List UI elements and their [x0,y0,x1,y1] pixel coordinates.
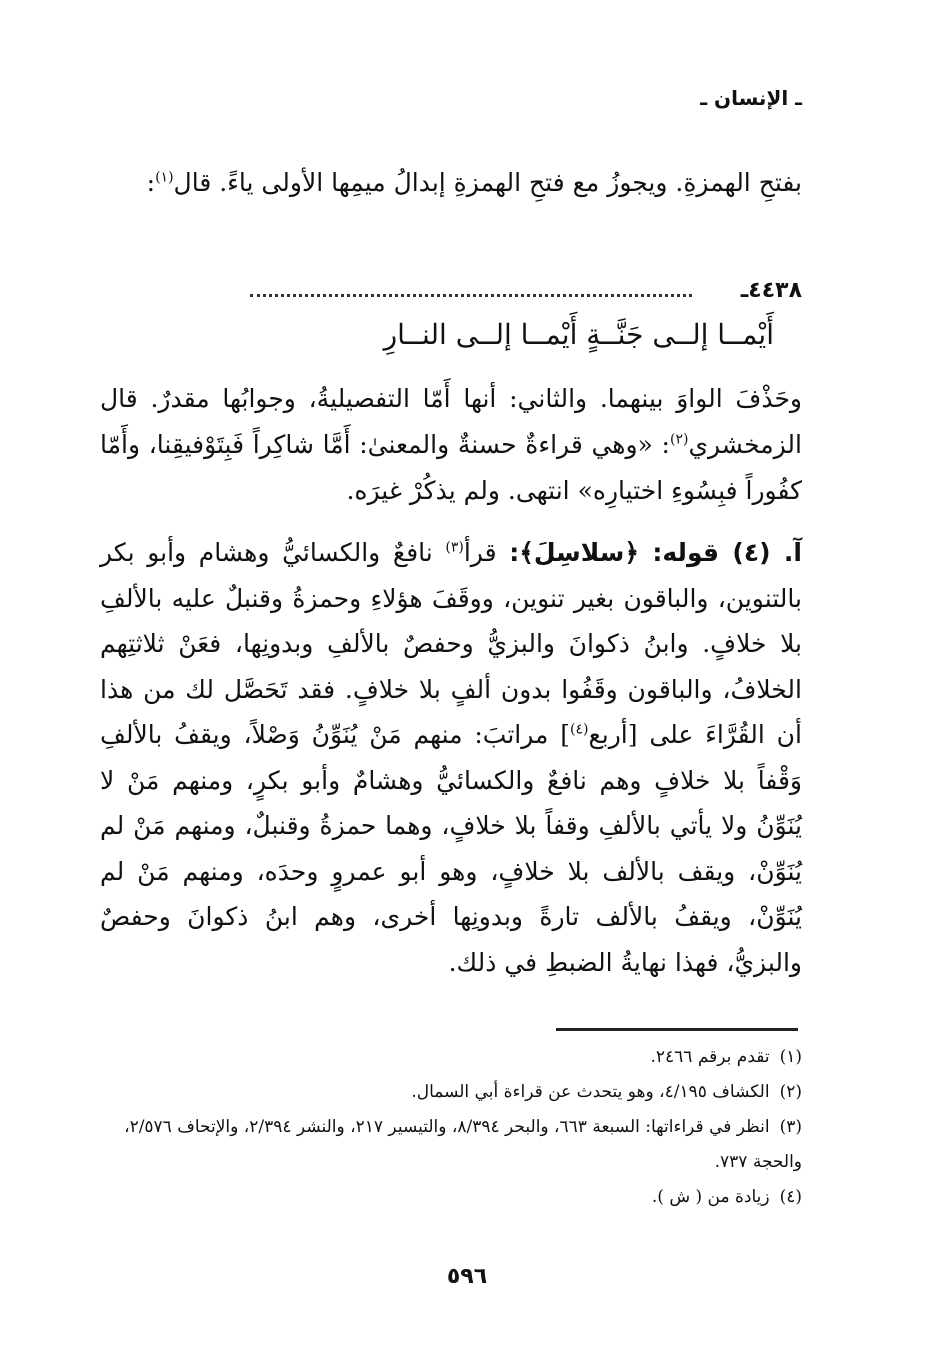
footnotes-list [100,1040,802,1215]
footnote-text: الكشاف ٤/١٩٥، وهو يتحدث عن قراءة أبي السمال. [411,1082,770,1102]
paragraph-3-text-c: ] مراتبَ: منهم مَنْ يُنَوِّنُ وَصْلاً، ويقفُ بالألفِ وَقْفاً بلا خلافٍ وهم نافعٌ والكسائيُّ وهشامٌ وأبو بكرٍ، ومنهم مَنْ لا يُنَوِّنُ ولا يأتي بالألفِ وقفاً بلا خلافٍ، وهما حمزةُ وقنبلٌ، ومنهم مَنْ لم يُنَوِّنْ، ويقف بالألف بلا خلافٍ، وهو أبو عمروٍ وحدَه، ومنهم مَنْ لم يُنَوِّنْ، ويقفُ بالألف تارةً وبدونِها أخرى، وهم ابنُ ذكوانَ وحفصٌ والبزيُّ، فهذا نهايةُ الضبطِ في ذلك. [100,720,802,977]
footnote-text: انظر في قراءاتها: السبعة ٦٦٣، والبحر ٨/٣٩٤، والتيسير ٢١٧، والنشر ٢/٣٩٤، والإتحاف ٢/٥٧٦، والحجة ٧٣٧. [124,1117,802,1172]
verse-number: ٤٤٣٨ـ [740,278,802,303]
footnote-text: تقدم برقم ٢٤٦٦. [650,1047,770,1067]
footnote-text: زيادة من ( ش ). [651,1187,770,1207]
paragraph-3 [100,530,802,985]
footnote-number: (١) [779,1047,802,1067]
footnote-item [100,1040,802,1075]
footnote-number: (٤) [779,1187,802,1207]
footnote-item [100,1110,802,1180]
footnote-ref-1: (١) [155,169,174,186]
paragraph-3-text-a: قرأ [463,538,510,567]
paragraph-1 [100,160,802,206]
paragraph-3-text-b: نافعٌ والكسائيُّ وهشام وأبو بكر بالتنوين، والباقون بغير تنوين، ووقَفَ هؤلاءِ وحمزةُ وقنبلٌ عليه بالألفِ بلا خلافٍ. وابنُ ذكوانَ والبزيُّ وحفصٌ بالألفِ وبدونِها، فعَنْ ثلاثتِهم الخلافُ، والباقون وقَفُوا بدون ألفٍ بلا خلافٍ. فقد تَحَصَّل لك من هذا أن القُرَّاءَ على [أربع [100,538,802,749]
footnote-ref-4: (٤) [570,721,589,738]
footnote-separator [556,1028,798,1031]
running-header: ـ الإنسان ـ [700,86,802,110]
footnote-ref-2: (٢) [669,431,689,448]
footnote-number: (٢) [779,1082,802,1102]
paragraph-1-text: بفتحِ الهمزةِ. ويجوزُ مع فتحِ الهمزةِ إبدالُ ميمِها الأولى ياءً. قال [173,168,802,197]
verse-number-row [250,278,802,308]
footnote-item [100,1180,802,1215]
dotted-leader [250,294,692,297]
page-number: ٥٩٦ [446,1264,488,1289]
footnote-ref-3: (٣) [445,539,464,556]
paragraph-2 [100,376,802,514]
verse-line: أَيْمــا إلــى جَنَّــةٍ أَيْمــا إلــى النــارِ [383,318,774,351]
footnote-item [100,1075,802,1110]
paragraph-1-end: : [146,168,156,197]
paragraph-2-text-b: : «وهي قراءةٌ حسنةٌ والمعنىٰ: أَمَّا شاكِراً فَبِتَوْفيقِنا، وأَمّا كفُوراً فبِسُوءِ اختيارِه» انتهى. ولم يذكُرْ غيرَه. [100,430,802,505]
paragraph-2-text-a: وحَذْفَ الواوَ بينهما. والثاني: أنها أَمّا التفصيليةُ، وجوابُها مقدرٌ. قال الزمخشري [100,384,802,459]
footnote-number: (٣) [779,1117,802,1137]
verse-commentary-lead: آ. (٤) قوله: ﴿سلاسِلَ﴾: [509,538,803,567]
